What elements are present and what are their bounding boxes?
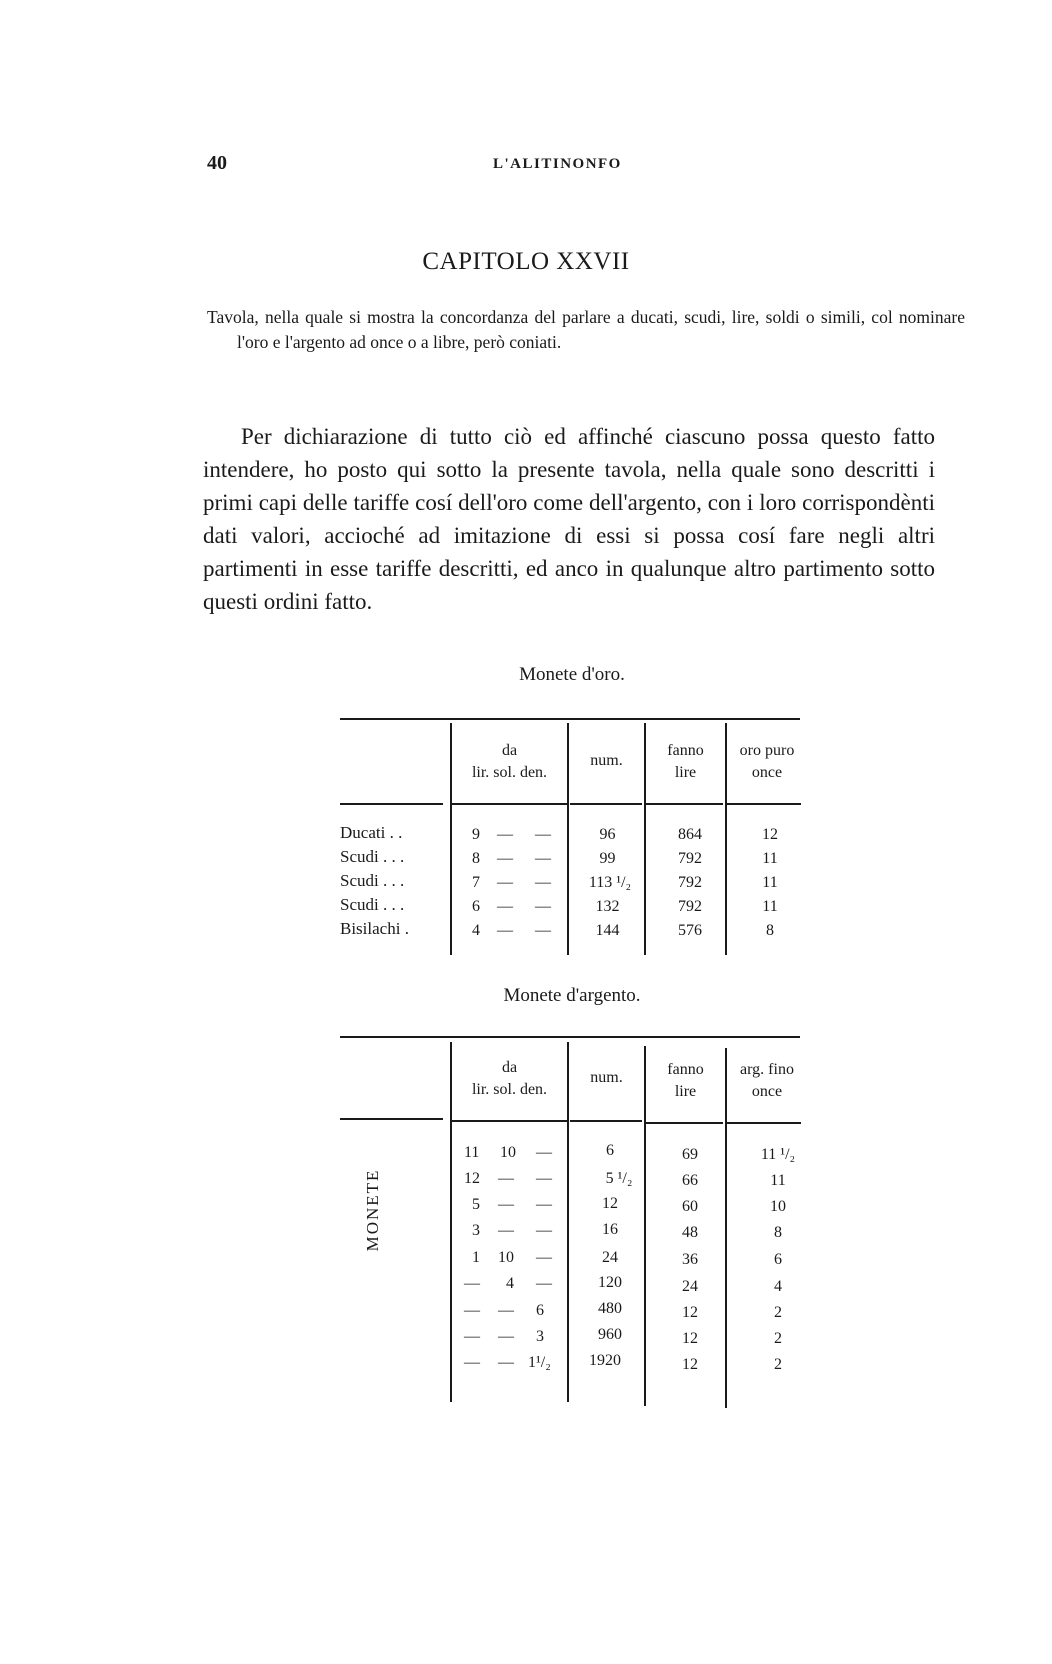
- gold-sol: —: [497, 898, 513, 915]
- silver-header-lire: lire: [674, 1083, 697, 1100]
- gold-fine: 11: [762, 898, 778, 915]
- gold-lir: 6: [472, 898, 480, 915]
- gold-fanno: 576: [678, 922, 702, 939]
- gold-sol: —: [497, 826, 513, 843]
- silver-den: —: [536, 1249, 552, 1266]
- silver-fine: 2: [774, 1330, 782, 1347]
- silver-den: 3: [536, 1328, 544, 1345]
- gold-num: 144: [595, 922, 620, 939]
- gold-header-da: da: [501, 742, 518, 759]
- silver-header-lsd: lir. sol. den.: [471, 1081, 548, 1098]
- silver-num: 5 ¹/₂: [605, 1170, 633, 1187]
- silver-num: 16: [602, 1221, 618, 1238]
- silver-header-fanno: fanno: [667, 1061, 704, 1078]
- silver-header-fine: arg. fino: [740, 1061, 794, 1078]
- silver-den: —: [536, 1170, 552, 1187]
- silver-fanno: 12: [682, 1356, 698, 1373]
- silver-num: 24: [602, 1249, 618, 1266]
- gold-lir: 8: [472, 850, 480, 867]
- silver-fine: 2: [774, 1356, 782, 1373]
- silver-num: 1920: [589, 1352, 621, 1369]
- gold-den: —: [535, 850, 551, 867]
- gold-table-caption: Monete d'oro.: [519, 664, 625, 685]
- gold-den: —: [535, 898, 551, 915]
- gold-sol: —: [497, 922, 513, 939]
- silver-table-caption: Monete d'argento.: [503, 985, 641, 1006]
- silver-num: 12: [602, 1195, 618, 1212]
- gold-fine: 8: [766, 922, 774, 939]
- page-number: 40: [207, 152, 227, 174]
- silver-sol: —: [498, 1196, 514, 1213]
- gold-row-label: Scudi . . .: [340, 895, 405, 914]
- silver-lir: 12: [464, 1170, 480, 1187]
- silver-fanno: 12: [682, 1330, 698, 1347]
- silver-sol: 10: [498, 1249, 514, 1266]
- gold-row-label: Bisilachi .: [340, 919, 409, 938]
- gold-fanno: 792: [678, 898, 702, 915]
- gold-fine: 11: [762, 874, 778, 891]
- silver-header-once: once: [751, 1083, 783, 1100]
- silver-den: —: [536, 1196, 552, 1213]
- silver-fanno: 48: [682, 1224, 698, 1241]
- silver-num: 960: [598, 1326, 622, 1343]
- silver-num: 480: [598, 1300, 622, 1317]
- gold-fine: 12: [762, 826, 778, 843]
- silver-header-da: da: [501, 1059, 518, 1076]
- silver-lir: 3: [472, 1222, 480, 1239]
- silver-sol: 4: [506, 1275, 514, 1292]
- silver-sol: 10: [500, 1144, 516, 1161]
- silver-fine: 8: [774, 1224, 782, 1241]
- silver-sol: —: [498, 1328, 514, 1345]
- silver-sol: —: [498, 1302, 514, 1319]
- silver-fanno: 12: [682, 1304, 698, 1321]
- silver-sol: —: [498, 1354, 514, 1371]
- silver-sol: —: [498, 1170, 514, 1187]
- running-title: L'ALITINONFO: [493, 156, 622, 172]
- chapter-summary: Tavola, nella quale si mostra la concordanza del parlare a ducati, scudi, lire, soldi o simili, col nominare l'oro e l'argento ad once o a libre, però coniati.: [207, 307, 965, 352]
- gold-fanno: 864: [678, 826, 702, 843]
- gold-row-label: Scudi . . .: [340, 871, 405, 890]
- silver-fanno: 69: [682, 1146, 698, 1163]
- gold-den: —: [535, 922, 551, 939]
- gold-header-lire: lire: [674, 764, 697, 781]
- gold-fanno: 792: [678, 874, 702, 891]
- gold-header-lsd: lir. sol. den.: [471, 764, 548, 781]
- gold-header-num: num.: [590, 752, 623, 769]
- gold-num: 132: [595, 898, 620, 915]
- silver-lir: —: [464, 1354, 480, 1371]
- silver-fine: 6: [774, 1251, 782, 1268]
- silver-den: —: [536, 1222, 552, 1239]
- silver-lir: 1: [472, 1249, 480, 1266]
- chapter-title: CAPITOLO XXVII: [422, 248, 630, 275]
- silver-fanno: 36: [682, 1251, 698, 1268]
- gold-den: —: [535, 826, 551, 843]
- gold-sol: —: [497, 850, 513, 867]
- gold-sol: —: [497, 874, 513, 891]
- gold-header-once: once: [751, 764, 783, 781]
- gold-num: 96: [599, 826, 616, 843]
- silver-fanno: 66: [682, 1172, 698, 1189]
- gold-den: —: [535, 874, 551, 891]
- silver-fine: 2: [774, 1304, 782, 1321]
- silver-side-label: MONETE: [363, 1168, 382, 1252]
- gold-fanno: 792: [678, 850, 702, 867]
- silver-den: 1¹/₂: [528, 1354, 551, 1371]
- silver-num: 120: [598, 1274, 622, 1291]
- silver-lir: —: [464, 1302, 480, 1319]
- silver-den: —: [536, 1144, 552, 1161]
- silver-fanno: 24: [682, 1278, 698, 1295]
- silver-den: 6: [536, 1302, 544, 1319]
- gold-num: 99: [599, 850, 616, 867]
- silver-lir: 5: [472, 1196, 480, 1213]
- gold-num: 113 ¹/₂: [588, 874, 632, 891]
- silver-fine: 11: [770, 1172, 786, 1189]
- silver-fine: 11 ¹/₂: [760, 1146, 796, 1163]
- gold-lir: 4: [472, 922, 480, 939]
- gold-row-label: Ducati . .: [340, 823, 403, 842]
- silver-fanno: 60: [682, 1198, 698, 1215]
- silver-sol: —: [498, 1222, 514, 1239]
- gold-header-fanno: fanno: [667, 742, 704, 759]
- gold-row-label: Scudi . . .: [340, 847, 405, 866]
- gold-header-fine: oro puro: [739, 742, 795, 759]
- gold-lir: 7: [472, 874, 480, 891]
- gold-lir: 9: [472, 826, 480, 843]
- silver-num: 6: [606, 1142, 614, 1159]
- body-text: Per dichiarazione di tutto ciò ed affinché ciascuno possa questo fatto intendere, ho posto qui sotto la presente tavola, nella quale sono descritti i primi capi delle tariffe cosí dell'oro come dell'argento, con i loro corrispondènti dati valori, accioché ad imitazione di essi si possa cosí fare negli altri partimenti in esse tariffe descritti, ed anco in qualunque altro partimento sotto questi ordini fatto.: [203, 424, 935, 614]
- silver-lir: —: [464, 1275, 480, 1292]
- silver-den: —: [536, 1275, 552, 1292]
- silver-fine: 10: [770, 1198, 786, 1215]
- silver-lir: —: [464, 1328, 480, 1345]
- silver-lir: 11: [464, 1144, 480, 1161]
- gold-fine: 11: [762, 850, 778, 867]
- silver-header-num: num.: [590, 1069, 623, 1086]
- silver-fine: 4: [774, 1278, 782, 1295]
